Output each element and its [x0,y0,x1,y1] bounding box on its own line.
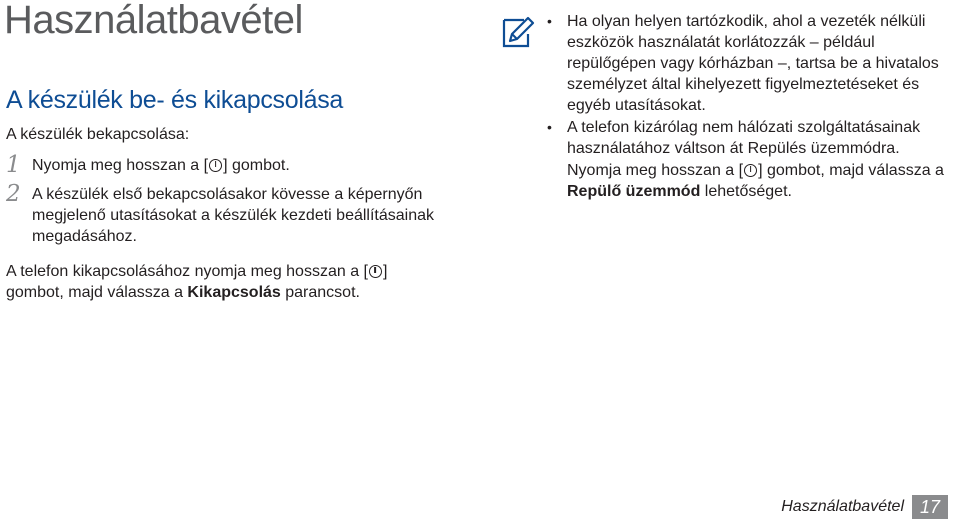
step-number: 1 [6,152,21,178]
step-text: A készülék első bekapcsolásakor kövesse a képernyőn megjelenő utasításokat a készülék kezdeti beállításainak megadásához. [32,186,435,245]
note-text: Nyomja meg hosszan a [ [567,162,744,179]
para-part: parancsot. [280,284,360,301]
page-footer [781,495,948,519]
step-1 [6,152,466,178]
step-text [32,155,466,176]
power-off-instructions [6,261,446,303]
menu-option-power-off: Kikapcsolás [187,284,281,301]
step-2 [6,181,466,247]
section-title: A készülék be- és kikapcsolása [6,86,344,114]
note-list [547,11,960,203]
power-icon [369,265,382,278]
step-text-part: ] gombot. [223,157,290,174]
step-number: 2 [6,181,21,207]
intro-text: A készülék bekapcsolása: [6,126,190,143]
note-followup [547,160,960,202]
power-icon [744,164,757,177]
page-number: 17 [912,495,948,519]
step-text-part: Nyomja meg hosszan a [ [32,157,209,174]
para-part: ] gombot, majd válassza a [6,263,388,301]
note-pencil-icon [500,14,536,50]
page-title: Használatbavétel [4,0,303,42]
bullet: • [547,119,552,135]
menu-option-flight-mode: Repülő üzemmód [567,183,701,200]
note-text: A telefon kizárólag nem hálózati szolgáltatásainak használatához váltson át Repülés üzemmódra. [567,119,921,157]
note-text: Ha olyan helyen tartózkodik, ahol a vezeték nélküli eszközök használatát korlátozzák – például repülőgépen vagy kórházban –, tartsa be a hivatalos személyzet által kihelyezett figyelmeztetéseket és egyéb utasításokat. [567,13,939,114]
note-text: lehetőséget. [700,183,792,200]
note-item [547,117,960,159]
note-text: ] gombot, majd válassza a [758,162,944,179]
bullet: • [547,13,552,29]
para-part: A telefon kikapcsolásához nyomja meg hosszan a [ [6,263,368,280]
footer-section: Használatbavétel [781,498,904,515]
power-icon [209,159,222,172]
note-item [547,11,960,116]
